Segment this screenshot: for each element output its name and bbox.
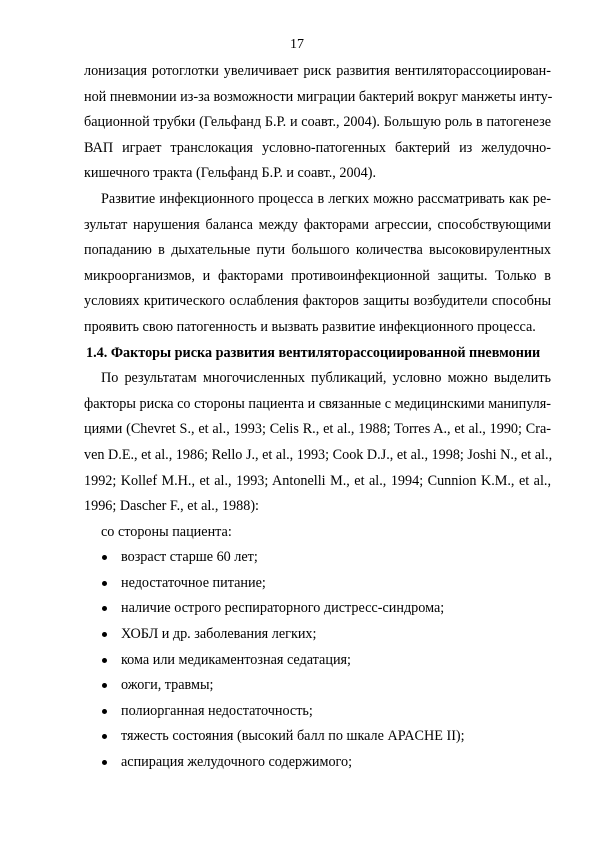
paragraph-line: проявить свою патогенность и вызвать развитие инфекционного процесса. [84, 318, 536, 335]
paragraph-line: условиях критического ослабления факторов защиты возбудители способны [84, 293, 551, 310]
bullet-icon [102, 606, 107, 611]
list-item-text: полиорганная недостаточность; [121, 702, 313, 719]
list-item [84, 699, 551, 725]
paragraph-line: 1996; Dascher F., et al., 1988): [84, 498, 259, 515]
paragraph-line: кишечного тракта (Гельфанд Б.Р. и соавт., 2004). [84, 165, 377, 182]
paragraph-line: факторы риска со стороны пациента и связанные с медицинскими манипуля- [84, 395, 551, 412]
list-item [84, 571, 551, 597]
risk-factor-list [84, 545, 551, 775]
list-item [84, 596, 551, 622]
list-item-text: недостаточное питание; [121, 574, 266, 591]
paragraph-2 [84, 187, 551, 341]
list-item-text: ХОБЛ и др. заболевания легких; [121, 626, 317, 643]
bullet-icon [102, 581, 107, 586]
list-item-text: тяжесть состояния (высокий балл по шкале APACHE II); [121, 728, 465, 745]
page-body [84, 59, 551, 776]
list-item [84, 750, 551, 776]
list-item [84, 622, 551, 648]
bullet-icon [102, 734, 107, 739]
list-intro: со стороны пациента: [101, 523, 232, 540]
section-heading: 1.4. Факторы риска развития вентиляторассоциированной пневмонии [86, 344, 541, 361]
list-item [84, 724, 551, 750]
list-item-text: наличие острого респираторного дистресс-синдрома; [121, 600, 445, 617]
paragraph-line: ven D.E., et al., 1986; Rello J., et al., 1993; Cook D.J., et al., 1998; Joshi N., et al., [84, 446, 553, 463]
bullet-icon [102, 632, 107, 637]
bullet-icon [102, 683, 107, 688]
paragraph-3 [84, 366, 551, 520]
list-item-text: кома или медикаментозная седатация; [121, 651, 351, 668]
paragraph-line: зультат нарушения баланса между факторами агрессии, способствующими [84, 216, 551, 233]
paragraph-line: микроорганизмов, и факторами противоинфекционной защиты. Только в [84, 267, 551, 284]
list-item-text: аспирация желудочного содержимого; [121, 754, 353, 771]
bullet-icon [102, 760, 107, 765]
list-item [84, 648, 551, 674]
bullet-icon [102, 709, 107, 714]
list-item [84, 673, 551, 699]
paragraph-line: попаданию в дыхательные пути большого количества высоковирулентных [84, 242, 551, 259]
paragraph-line: ВАП играет транслокация условно-патогенных бактерий из желудочно- [84, 139, 551, 156]
paragraph-line: лонизация ротоглотки увеличивает риск развития вентиляторассоциирован- [84, 63, 551, 79]
paragraph-line: Развитие инфекционного процесса в легких можно рассматривать как ре- [101, 190, 551, 207]
paragraph-line: ной пневмонии из-за возможности миграции бактерий вокруг манжеты инту- [84, 88, 553, 105]
paragraph-line: По результатам многочисленных публикаций, условно можно выделить [101, 370, 551, 387]
bullet-icon [102, 658, 107, 663]
list-item-text: ожоги, травмы; [121, 677, 214, 694]
paragraph-line: циями (Chevret S., et al., 1993; Celis R., et al., 1988; Torres A., et al., 1990; Cra- [84, 421, 551, 438]
list-item [84, 545, 551, 571]
paragraph-1 [84, 59, 551, 187]
paragraph-line: бационной трубки (Гельфанд Б.Р. и соавт., 2004). Большую роль в патогенезе [84, 114, 551, 131]
list-item-text: возраст старше 60 лет; [121, 549, 258, 566]
page-number: 17 [290, 37, 304, 52]
bullet-icon [102, 555, 107, 560]
paragraph-line: 1992; Kollef M.H., et al., 1993; Antonelli M., et al., 1994; Cunnion K.M., et al., [84, 472, 551, 489]
